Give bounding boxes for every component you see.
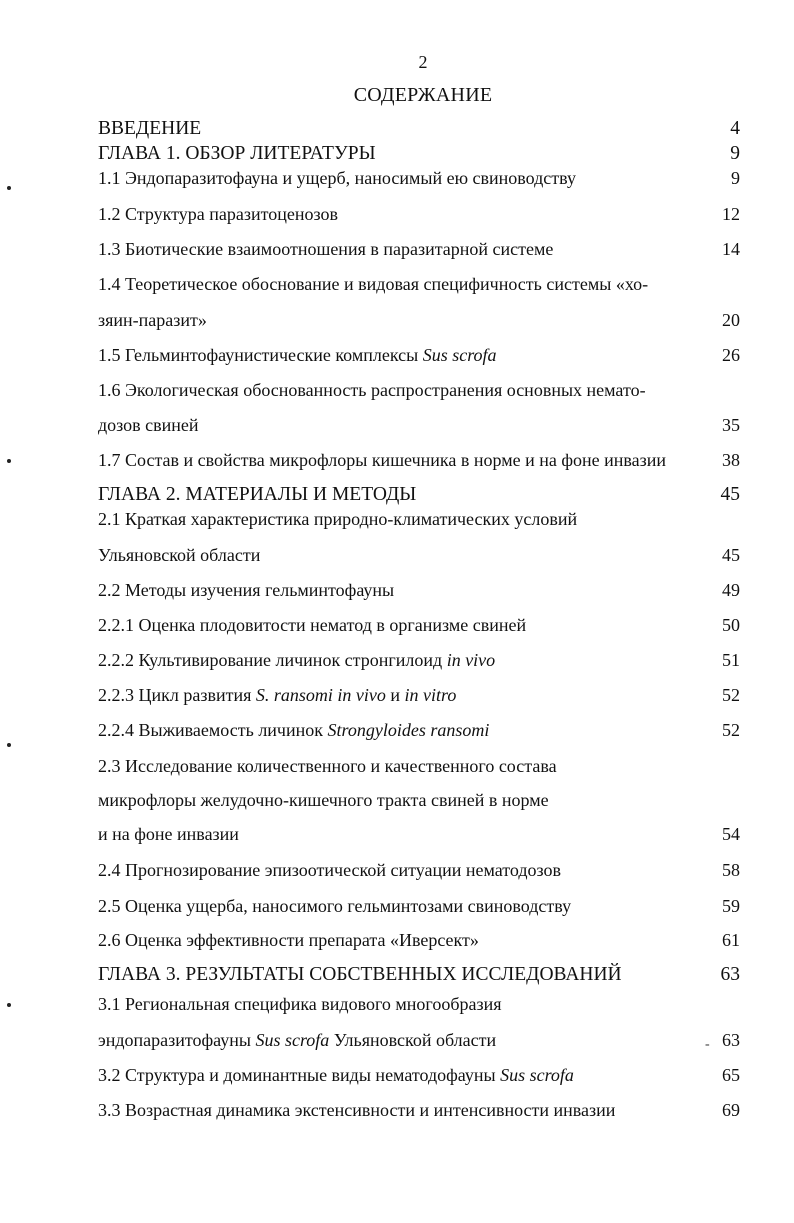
toc-entry[interactable]: 2.5 Оценка ущерба, наносимого гельминтозами свиноводству (98, 896, 572, 916)
toc-entry[interactable]: 1.2 Структура паразитоценозов (98, 204, 338, 224)
toc-page-number: 51 (722, 650, 740, 670)
toc-page-number: 49 (722, 580, 740, 600)
toc-entry[interactable]: эндопаразитофауны Sus scrofa Ульяновской области (98, 1030, 497, 1050)
toc-entry[interactable]: 2.3 Исследование количественного и качественного состава (98, 756, 557, 776)
toc-page-number: 63 (722, 1030, 740, 1050)
toc-entry[interactable]: ГЛАВА 1. ОБЗОР ЛИТЕРАТУРЫ (98, 143, 376, 164)
toc-page-number: 63 (720, 964, 740, 985)
scan-mark-dot (7, 459, 11, 463)
toc-page-number: 20 (722, 310, 740, 330)
scan-mark-dot (7, 186, 11, 190)
toc-entry[interactable]: 2.2 Методы изучения гельминтофауны (98, 580, 395, 600)
toc-page-number: 52 (722, 720, 740, 740)
toc-entry[interactable]: 2.1 Краткая характеристика природно-климатических условий (98, 509, 578, 529)
toc-page-number: 14 (722, 239, 740, 259)
toc-entry[interactable]: микрофлоры желудочно-кишечного тракта свиней в норме (98, 790, 549, 810)
toc-page-number: 52 (722, 685, 740, 705)
toc-page-number: 9 (730, 143, 740, 164)
toc-entry[interactable]: дозов свиней (98, 415, 199, 435)
toc-page-number: 69 (722, 1100, 740, 1120)
toc-entry[interactable]: зяин-паразит» (98, 310, 207, 330)
toc-entry[interactable]: и на фоне инвазии (98, 824, 239, 844)
page-title: СОДЕРЖАНИЕ (353, 84, 493, 106)
toc-entry[interactable]: 2.4 Прогнозирование эпизоотической ситуации нематодозов (98, 860, 562, 880)
toc-entry[interactable]: 2.2.1 Оценка плодовитости нематод в организме свиней (98, 615, 527, 635)
toc-page-number: 45 (722, 545, 740, 565)
toc-page-number: 9 (731, 168, 740, 188)
toc-entry[interactable]: 1.3 Биотические взаимоотношения в паразитарной системе (98, 239, 554, 259)
toc-page-number: 4 (730, 118, 740, 139)
toc-entry[interactable]: 1.5 Гельминтофаунистические комплексы Sus scrofa (98, 345, 497, 365)
toc-page-number: 35 (722, 415, 740, 435)
toc-page-number: 50 (722, 615, 740, 635)
toc-entry[interactable]: ГЛАВА 2. МАТЕРИАЛЫ И МЕТОДЫ (98, 484, 417, 505)
toc-entry[interactable]: ВВЕДЕНИЕ (98, 118, 202, 139)
toc-entry[interactable]: 1.7 Состав и свойства микрофлоры кишечника в норме и на фоне инвазии (98, 450, 667, 470)
toc-entry[interactable]: 1.1 Эндопаразитофауна и ущерб, наносимый ею свиноводству (98, 168, 577, 188)
toc-page-number: 54 (722, 824, 740, 844)
toc-entry[interactable]: 3.1 Региональная специфика видового многообразия (98, 994, 502, 1014)
toc-page-number: 59 (722, 896, 740, 916)
toc-entry[interactable]: 2.2.3 Цикл развития S. ransomi in vivo и in vitro (98, 685, 457, 705)
scan-mark-dot (7, 743, 11, 747)
toc-entry[interactable]: 3.3 Возрастная динамика экстенсивности и интенсивности инвазии (98, 1100, 616, 1120)
toc-page-number: 38 (722, 450, 740, 470)
toc-page-number: 65 (722, 1065, 740, 1085)
toc-entry[interactable]: 1.4 Теоретическое обоснование и видовая специфичность системы «хо- (98, 274, 649, 294)
toc-entry[interactable]: 2.2.2 Культивирование личинок стронгилоид in vivo (98, 650, 496, 670)
toc-entry[interactable]: 3.2 Структура и доминантные виды нематодофауны Sus scrofa (98, 1065, 574, 1085)
toc-entry[interactable]: 1.6 Экологическая обоснованность распространения основных немато- (98, 380, 646, 400)
toc-page-number: 26 (722, 345, 740, 365)
toc-entry[interactable]: 2.2.4 Выживаемость личинок Strongyloides ransomi (98, 720, 490, 740)
toc-entry[interactable]: 2.6 Оценка эффективности препарата «Иверсект» (98, 930, 479, 950)
toc-page-number: 61 (722, 930, 740, 950)
toc-page-number: 45 (720, 484, 740, 505)
toc-entry[interactable]: ГЛАВА 3. РЕЗУЛЬТАТЫ СОБСТВЕННЫХ ИССЛЕДОВАНИЙ (98, 964, 622, 985)
scan-mark-tick: - (705, 1037, 710, 1052)
toc-page-number: 58 (722, 860, 740, 880)
scan-mark-dot (7, 1003, 11, 1007)
toc-page-number: 12 (722, 204, 740, 224)
page-number: 2 (418, 52, 428, 72)
toc-entry[interactable]: Ульяновской области (98, 545, 261, 565)
